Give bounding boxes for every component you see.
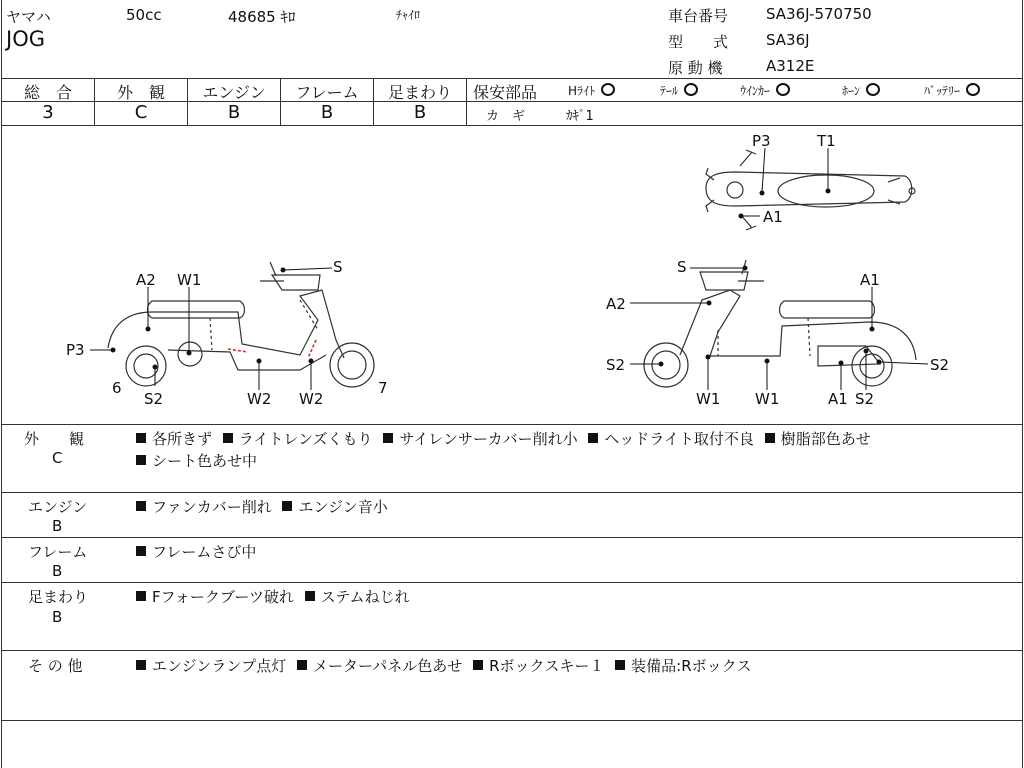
safety-item-tail	[660, 82, 698, 99]
label-right-s2-right: S2	[930, 356, 950, 374]
chassis-value: SA36J-570750	[766, 5, 872, 23]
color: ﾁｬｲﾛ	[396, 8, 421, 22]
remark-items-frame	[136, 541, 256, 562]
remarks-sep-3	[1, 582, 1023, 583]
label-left-s2: S2	[144, 390, 164, 408]
type-label: 型 式	[668, 33, 729, 51]
remarks-sep-4	[1, 650, 1023, 651]
bullet-square-icon	[588, 433, 598, 443]
chassis-label: 車台番号	[668, 7, 729, 25]
ok-circle-icon	[866, 83, 880, 96]
grade-value-frame: B	[320, 102, 334, 123]
label-left-w2a: W2	[247, 390, 272, 408]
ok-circle-icon	[601, 83, 615, 96]
bullet-square-icon	[136, 433, 146, 443]
remark-grade-frame: B	[52, 562, 63, 580]
grade-label-engine: エンジン	[202, 83, 266, 102]
engine-label: 原 動 機	[668, 59, 723, 77]
mileage: 48685 ｷﾛ	[228, 8, 296, 26]
label-left-w2b: W2	[299, 390, 324, 408]
leader-lines	[90, 148, 928, 390]
bullet-square-icon	[136, 660, 146, 670]
remarks-sep-1	[1, 492, 1023, 493]
bullet-square-icon	[765, 433, 775, 443]
label-left-a2: A2	[136, 271, 156, 289]
safety-item-tail-label: ﾃｰﾙ	[660, 84, 679, 98]
remark-item: Fフォークブーツ破れ	[152, 588, 294, 606]
remark-item: ステムねじれ	[320, 588, 410, 606]
label-right-s: S	[677, 258, 687, 276]
grade-sep-5	[466, 78, 467, 125]
diagram-bottom-line	[1, 424, 1023, 425]
label-right-a1: A1	[860, 271, 880, 289]
label-left-6: 6	[112, 379, 122, 397]
remark-grade-engine: B	[52, 517, 63, 535]
safety-item-headlight	[568, 82, 615, 99]
remark-item: エンジン音小	[298, 498, 388, 516]
safety-item-horn-label: ﾎｰﾝ	[842, 84, 861, 98]
ok-circle-icon	[684, 83, 698, 96]
label-right-s2b: S2	[855, 390, 875, 408]
remark-item: ライトレンズくもり	[238, 430, 373, 448]
ok-circle-icon	[966, 83, 980, 96]
remark-item: Rボックスキー１	[489, 657, 605, 675]
bullet-square-icon	[136, 501, 146, 511]
label-top-t1: T1	[817, 132, 836, 150]
grade-label-overall: 総 合	[23, 83, 72, 102]
remark-item: メーターパネル色あせ	[313, 657, 463, 675]
remark-category-frame: フレーム	[28, 543, 88, 561]
grade-value-overall: 3	[42, 102, 54, 123]
safety-item-winker-label: ｳｲﾝｶｰ	[740, 84, 771, 98]
bullet-square-icon	[136, 591, 146, 601]
bullet-square-icon	[282, 501, 292, 511]
model-name: JOG	[6, 27, 45, 51]
scooter-top-view	[706, 150, 915, 230]
remark-items-other	[136, 655, 751, 676]
key-value: ｶｷﾞ1	[566, 109, 594, 124]
grade-value-exterior: C	[134, 102, 148, 123]
remark-item: ヘッドライト取付不良	[604, 430, 754, 448]
label-right-w1a: W1	[696, 390, 721, 408]
label-right-a1b: A1	[828, 390, 848, 408]
remark-item: エンジンランプ点灯	[152, 657, 287, 675]
bullet-square-icon	[383, 433, 393, 443]
bullet-square-icon	[223, 433, 233, 443]
remark-grade-suspension: B	[52, 608, 63, 626]
bullet-square-icon	[136, 546, 146, 556]
remark-item: 各所きず	[152, 430, 213, 448]
label-top-p3: P3	[752, 132, 771, 150]
bullet-square-icon	[305, 591, 315, 601]
bullet-square-icon	[136, 455, 146, 465]
label-left-p3: P3	[66, 341, 85, 359]
bullet-square-icon	[297, 660, 307, 670]
remark-item: ファンカバー削れ	[152, 498, 272, 516]
remark-grade-exterior: C	[52, 449, 63, 467]
safety-item-headlight-label: Hﾗｲﾄ	[568, 84, 596, 98]
safety-mid-line	[467, 101, 1022, 102]
grade-label-suspension: 足まわり	[387, 83, 452, 102]
grade-label-frame: フレーム	[295, 83, 359, 102]
grade-label-exterior: 外 観	[116, 83, 165, 102]
type-value: SA36J	[766, 31, 810, 49]
key-label: カ ギ	[486, 109, 526, 124]
safety-item-winker	[740, 82, 790, 99]
remarks-sep-5	[1, 720, 1023, 721]
remark-category-exterior: 外 観	[24, 430, 85, 448]
remark-items-exterior-line2	[136, 450, 257, 471]
remark-items-engine	[136, 496, 388, 517]
safety-label: 保安部品	[473, 83, 538, 102]
label-top-a1: A1	[763, 208, 783, 226]
remark-category-other: そ の 他	[28, 657, 83, 675]
safety-item-battery	[924, 82, 980, 99]
remark-item: 装備品:Rボックス	[631, 657, 752, 675]
grade-top-line	[1, 78, 1023, 79]
remark-item: シート色あせ中	[152, 452, 258, 470]
label-right-a2: A2	[606, 295, 626, 313]
remark-item: フレームさび中	[152, 543, 257, 561]
remark-category-engine: エンジン	[28, 498, 88, 516]
remark-category-suspension: 足まわり	[28, 588, 89, 606]
label-left-s: S	[333, 258, 343, 276]
remark-item: 樹脂部色あせ	[780, 430, 871, 448]
maker: ヤマハ	[6, 8, 51, 26]
bullet-square-icon	[473, 660, 483, 670]
remark-items-suspension	[136, 586, 410, 607]
engine-value: A312E	[766, 57, 815, 75]
safety-item-battery-label: ﾊﾞｯﾃﾘｰ	[924, 84, 961, 98]
remark-items-exterior	[136, 428, 871, 449]
ok-circle-icon	[776, 83, 790, 96]
label-right-w1b: W1	[755, 390, 780, 408]
label-left-w1: W1	[177, 271, 202, 289]
remark-item: サイレンサーカバー削れ小	[399, 430, 578, 448]
remarks-sep-2	[1, 537, 1023, 538]
label-left-7: 7	[378, 379, 388, 397]
safety-item-horn	[842, 82, 880, 99]
grade-value-engine: B	[227, 102, 241, 123]
label-right-s2-left: S2	[606, 356, 626, 374]
bullet-square-icon	[615, 660, 625, 670]
displacement: 50cc	[126, 6, 162, 24]
grade-value-suspension: B	[413, 102, 427, 123]
